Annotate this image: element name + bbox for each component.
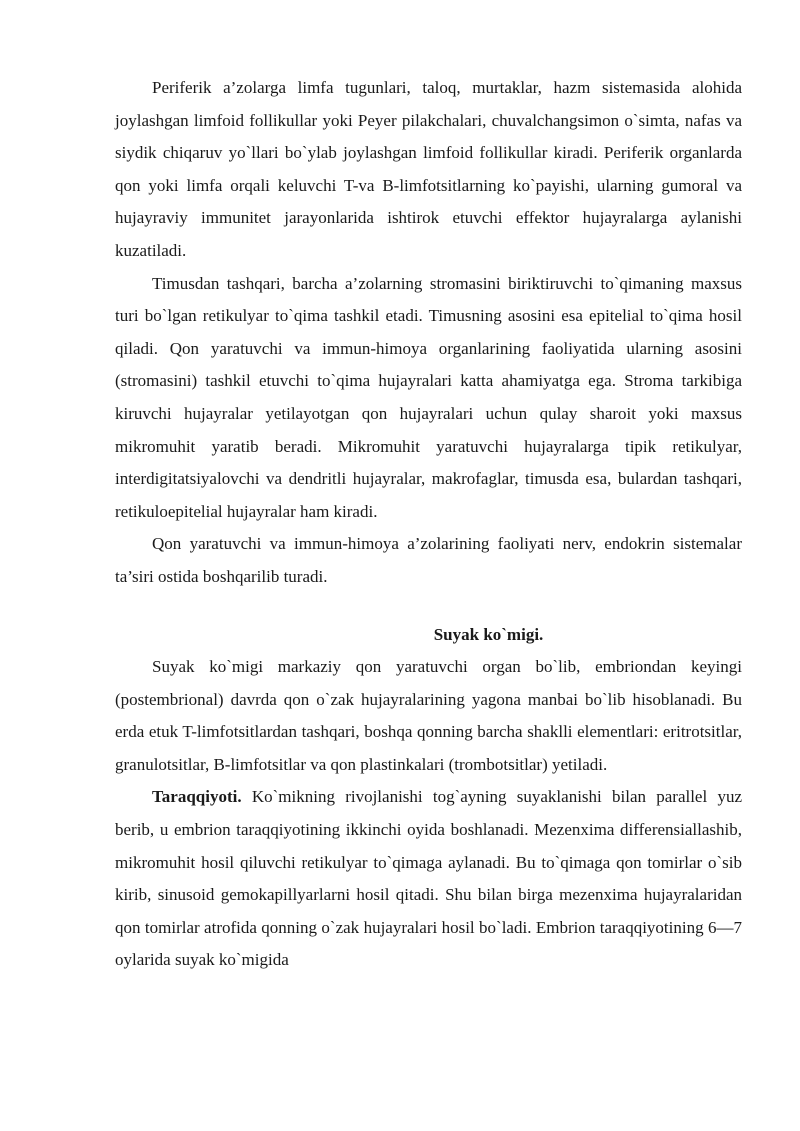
- paragraph-timusdan: Timusdan tashqari, barcha a’zolarning stromasini biriktiruvchi to`qimaning maxsus turi bo`lgan retikulyar to`qima tashkil etadi. Timusning asosini esa epitelial to`qima hosil qiladi. Qon yaratuvchi va immun-himoya organlarining faoliyatida ularning asosini (stromasini) tashkil etuvchi to`qima hujayralari katta ahamiyatga ega. Stroma tarkibiga kiruvchi hujayralar yetilayotgan qon hujayralari uchun qulay sharoit yoki maxsus mikromuhit yaratib beradi. Mikromuhit yaratuvchi hujayralarga tipik retikulyar, interdigitatsiyalovchi va dendritli hujayralar, makrofaglar, timusda esa, bulardan tashqari, retikuloepitelial hujayralar ham kiradi.: [115, 273, 742, 521]
- development-label: Taraqqiyoti.: [152, 787, 242, 807]
- paragraph-periferik: Periferik a’zolarga limfa tugunlari, taloq, murtaklar, hazm sistemasida alohida joylashgan limfoid follikullar yoki Peyer pilakchalari, chuvalchangsimon o`simta, nafas va siydik chiqaruv yo`llari bo`ylab joylashgan limfoid follikullar kiradi. Periferik organlarda qon yoki limfa orqali keluvchi T-va B-limfotsitlarning ko`payishi, ularning gumoral va hujayraviy immunitet jarayonlarida ishtirok etuvchi effektor hujayralarga aylanishi kuzatiladi.: [115, 78, 742, 260]
- development-text: Ko`mikning rivojlanishi tog`ayning suyaklanishi bilan parallel yuz berib, u embrion taraqqiyotining ikkinchi oyida boshlanadi. Mezenxima differensiallashib, mikromuhit hosil qiluvchi retikulyar to`qimaga aylanadi. Bu to`qimaga qon tomirlar o`sib kirib, sinusoid gemokapillyarlarni hosil qitadi. Shu bilan birga mezenxima hujayralaridan qon tomirlar atrofida qonning o`zak hujayralari hosil bo`ladi. Embrion taraqqiyotining 6—7 oylarida suyak ko`migida: [115, 787, 742, 970]
- paragraph-suyak-komigi: Suyak ko`migi markaziy qon yaratuvchi organ bo`lib, embriondan keyingi (postembrional) davrda qon o`zak hujayralarining yagona manbai bo`lib hisoblanadi. Bu erda etuk T-limfotsitlardan tashqari, boshqa qonning barcha shaklli elementlari: eritrotsitlar, granulotsitlar, B-limfotsitlar va qon plastinkalari (trombotsitlar) yetiladi.: [115, 657, 742, 774]
- section-heading: Suyak ko`migi.: [433, 624, 544, 644]
- paragraph-taraqqiyoti: [115, 781, 742, 977]
- document-page: [115, 72, 742, 977]
- paragraph-qon-yaratuvchi: Qon yaratuvchi va immun-himoya a’zolarining faoliyati nerv, endokrin sistemalar ta’siri ostida boshqarilib turadi.: [115, 534, 742, 586]
